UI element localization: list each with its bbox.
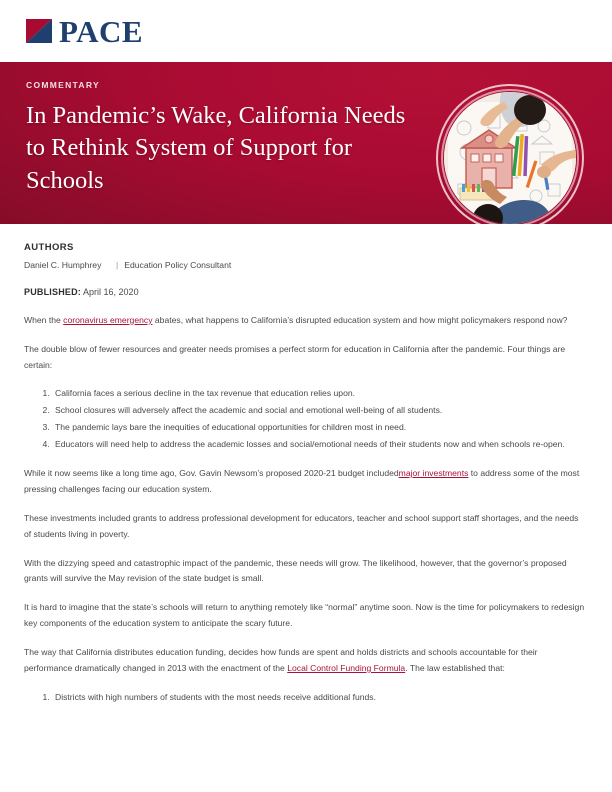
pace-logo[interactable] (24, 13, 144, 49)
lcff-provisions-list (24, 690, 588, 706)
author-entry (24, 259, 588, 273)
page-title: In Pandemic’s Wake, California Needs to Rethink System of Support for Schools (26, 102, 406, 194)
paragraph-6: It is hard to imagine that the state’s schools will return to anything remotely like “normal” anytime soon. Now is the time for policymakers to redesign key components of the education system to anticipate the scary future. (24, 602, 585, 629)
hero-banner (0, 62, 612, 224)
published-label: PUBLISHED: (24, 286, 82, 297)
hero-photo-image (444, 92, 576, 224)
paragraph-2: The double blow of fewer resources and greater needs promises a perfect storm for education in California after the pandemic. Four things are certain: (24, 343, 566, 370)
authors-label: AUTHORS (24, 242, 74, 253)
paragraph-3-pre: While it now seems like a long time ago, Gov. Gavin Newsom’s proposed 2020-21 budget included (24, 467, 399, 478)
children-drawing-illustration-icon (444, 92, 576, 224)
published-line (24, 287, 588, 297)
paragraph-7 (24, 645, 588, 677)
paragraph-5: With the dizzying speed and catastrophic impact of the pandemic, these needs will grow. The likelihood, however, that the governor’s proposed grants will survive the May revision of the state budget is small. (24, 557, 567, 584)
pace-logo-mark-icon (24, 17, 54, 45)
list-item: 1. Districts with high numbers of students with the most needs receive additional funds. (52, 690, 588, 706)
paragraph-3 (24, 466, 588, 498)
paragraph-1-post: abates, what happens to California’s disrupted education system and how might policymakers respond now? (152, 314, 568, 325)
list-item: 3. The pandemic lays bare the inequities of educational opportunities for children most in need. (52, 420, 588, 436)
local-control-funding-formula-link[interactable]: Local Control Funding Formula (287, 663, 406, 673)
author-separator: | (116, 260, 119, 270)
list-item: 1. California faces a serious decline in the tax revenue that education relies upon. (52, 386, 588, 402)
hero-photo (436, 84, 584, 232)
list-item: 2. School closures will adversely affect the academic and social and emotional well-being of all students. (52, 403, 588, 419)
article-content (0, 224, 612, 706)
author-role: Education Policy Consultant (124, 260, 232, 270)
list-item: 4. Educators will need help to address the academic losses and social/emotional needs of their students now and when schools re-open. (52, 437, 588, 453)
paragraph-7-pre: The way that California distributes education funding, decides how funds are spent and holds districts and schools accountable for their performance dramatically changed in 2013 with the enactment of the (24, 647, 538, 673)
paragraph-1 (24, 313, 588, 329)
author-name[interactable]: Daniel C. Humphrey (24, 260, 102, 270)
major-investments-link[interactable]: major investments (398, 467, 469, 478)
pace-logo-wordmark: PACE (59, 13, 144, 49)
certainties-list (24, 386, 588, 453)
content-type-label: COMMENTARY (26, 80, 100, 90)
paragraph-3-post: to address some of the most pressing challenges facing our education system. (24, 467, 580, 494)
paragraph-7-post: . The law established that: (405, 663, 505, 673)
paragraph-4: These investments included grants to address professional development for educators, teacher and school support staff shortages, and the needs of students living in poverty. (24, 512, 579, 539)
published-date: April 16, 2020 (83, 286, 139, 297)
coronavirus-emergency-link[interactable]: coronavirus emergency (63, 314, 153, 325)
site-header (0, 0, 612, 62)
paragraph-1-pre: When the (24, 314, 64, 325)
